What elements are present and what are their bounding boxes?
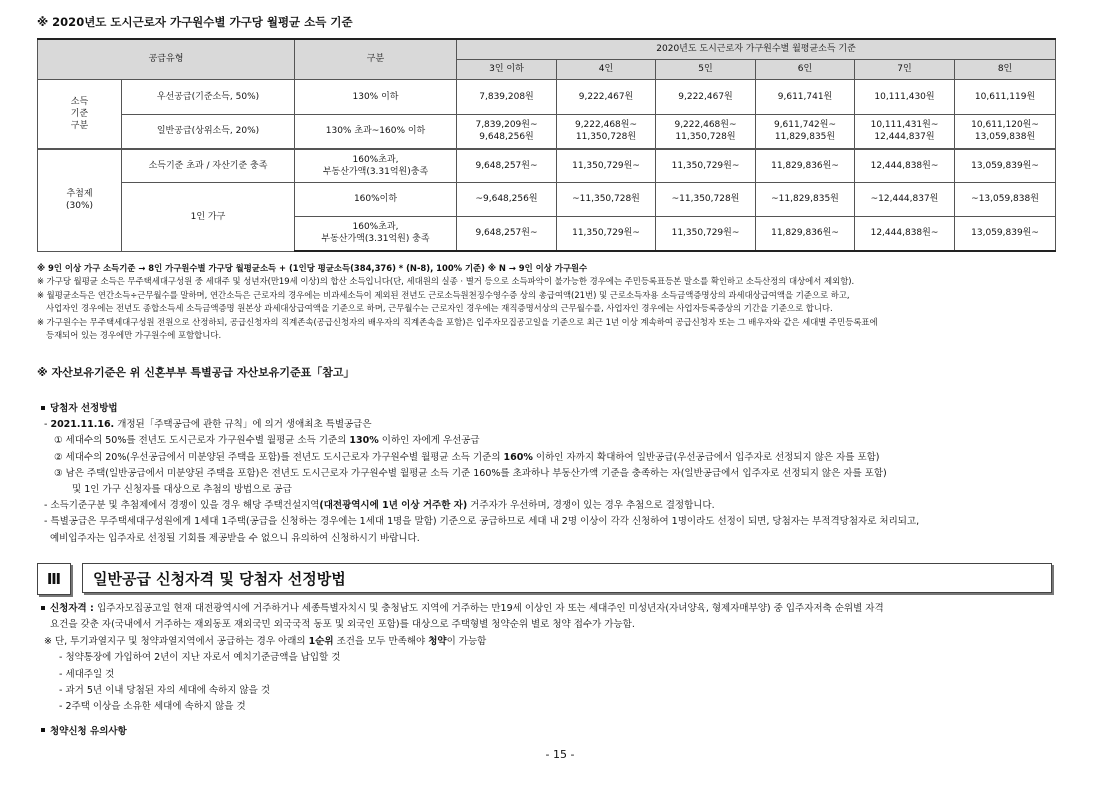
special-supply-note: - 특별공급은 무주택세대구성원에게 1세대 1주택(공급을 신청하는 경우에는 1세대 1명을 말함) 기준으로 공급하므로 세대 내 2명 이상이 각각 신청하여 1명이라도 선정이 되면, 당첨자는 부적격당첨자로 처리되고, — [44, 516, 920, 528]
note-line: ※ 가구원수는 무주택세대구성원 전원으로 산정하되, 공급신청자의 직계존속(공급신청자의 배우자의 직계존속을 포함)은 입주자모집공고일을 기준으로 최근 1년 이상 계속하여 공급신청자 또는 그 배우자와 같은 세대별 주민등록표에 — [37, 316, 878, 327]
header-income-group: 2020년도 도시근로자 가구원수별 월평균소득 기준 — [457, 39, 1056, 59]
note-line: ※ 월평균소득은 연간소득÷근무월수를 말하며, 연간소득은 근로자의 경우에는 비과세소득이 제외된 전년도 근로소득원천징수영수증 상의 총급여액(21번) 및 근로소득자용 소득금액증명상의 과세대상급여액을 기준으로 하고, — [37, 289, 850, 300]
income-notes — [37, 262, 1067, 342]
single-under-value-6: ~11,829,835원 — [756, 182, 855, 216]
note-line: ※ 가구당 월평균 소득은 무주택세대구성원 중 세대주 및 성년자(만19세 이상)의 합산 소득입니다(단, 세대원의 실종 · 별거 등으로 소득파악이 불가능한 경우에는 주민등록표등본 말소를 확인하고 소득산정의 대상에서 제외함). — [37, 276, 855, 287]
lottery-exceed-value-3: 9,648,257원~ — [457, 149, 557, 182]
lottery-exceed-value-6: 11,829,836원~ — [756, 149, 855, 182]
single-under-criterion: 160%이하 — [295, 182, 457, 216]
header-col-7: 7인 — [855, 59, 955, 79]
note-line: ※ 9인 이상 가구 소득기준 → 8인 가구원수별 가구당 월평균소득 + (1인당 평균소득(384,376) * (N-8), 100% 기준) ※ N → 9인 이상 가구원수 — [37, 263, 588, 273]
section-3-header — [37, 563, 1055, 595]
general-value-6: 9,611,742원~ 11,829,835원 — [756, 114, 855, 149]
asset-note: ※ 자산보유기준은 위 신혼부부 특별공급 자산보유기준표「참고」 — [37, 366, 355, 379]
single-over-value-4: 11,350,729원~ — [557, 216, 656, 251]
selection-intro: - 2021.11.16. 개정된「주택공급에 관한 규칙」에 의거 생애최초 특별공급은 — [44, 419, 372, 431]
header-col-8: 8인 — [955, 59, 1056, 79]
single-under-value-7: ~12,444,837원 — [855, 182, 955, 216]
general-value-3: 7,839,209원~ 9,648,256원 — [457, 114, 557, 149]
lottery-group-label: 추첨제 (30%) — [38, 149, 122, 251]
condition-item: - 2주택 이상을 소유한 세대에 속하지 않을 것 — [59, 701, 246, 713]
priority-value-4: 9,222,467원 — [557, 79, 656, 114]
note-line: 등재되어 있는 경우에만 가구원수에 포함합니다. — [46, 330, 222, 341]
winner-selection-section — [37, 401, 1067, 547]
single-household-type: 1인 가구 — [122, 182, 295, 251]
page-number: - 15 - — [545, 748, 575, 761]
section-title: 일반공급 신청자격 및 당첨자 선정방법 — [82, 563, 1052, 593]
selection-heading: 당첨자 선정방법 — [37, 401, 1067, 417]
header-col-5: 5인 — [656, 59, 756, 79]
bullet-square-icon — [41, 728, 45, 732]
lottery-exceed-type: 소득기준 초과 / 자산기준 충족 — [122, 149, 295, 182]
single-over-criterion: 160%초과, 부동산가액(3.31억원) 충족 — [295, 216, 457, 251]
single-over-value-8: 13,059,839원~ — [955, 216, 1056, 251]
lottery-exceed-value-8: 13,059,839원~ — [955, 149, 1056, 182]
income-table-title: ※ 2020년도 도시근로자 가구원수별 가구당 월평균 소득 기준 — [37, 15, 353, 29]
priority-criterion: 130% 이하 — [295, 79, 457, 114]
single-under-value-5: ~11,350,728원 — [656, 182, 756, 216]
single-under-value-8: ~13,059,838원 — [955, 182, 1056, 216]
special-supply-note-cont: 예비입주자는 입주자로 선정될 기회를 제공받을 수 없으니 유의하여 신청하시기 바랍니다. — [50, 532, 420, 544]
qualification-line: 신청자격 : 입주자모집공고일 현재 대전광역시에 거주하거나 세종특별자치시 및 충청남도 지역에 거주하는 만19세 이상인 자 또는 세대주인 미성년자(자녀양육, 형제자매부양) 중 입주자저축 순위별 자격 — [37, 601, 1067, 617]
single-over-value-5: 11,350,729원~ — [656, 216, 756, 251]
priority-type: 우선공급(기준소득, 50%) — [122, 79, 295, 114]
priority-value-7: 10,111,430원 — [855, 79, 955, 114]
single-under-value-4: ~11,350,728원 — [557, 182, 656, 216]
section-number: Ⅲ — [37, 563, 71, 595]
first-rank-condition: ※ 단, 투기과열지구 및 청약과열지역에서 공급하는 경우 아래의 1순위 조건을 모두 만족해야 청약이 가능함 — [44, 635, 487, 647]
selection-item-1: ① 세대수의 50%를 전년도 도시근로자 가구원수별 월평균 소득 기준의 130% 이하인 자에게 우선공급 — [54, 435, 480, 447]
priority-value-8: 10,611,119원 — [955, 79, 1056, 114]
bullet-square-icon — [41, 606, 45, 610]
income-criteria-table — [37, 38, 1056, 252]
header-supply-type: 공급유형 — [38, 39, 295, 79]
general-value-7: 10,111,431원~ 12,444,837원 — [855, 114, 955, 149]
competition-note: - 소득기준구분 및 추첨제에서 경쟁이 있을 경우 해당 주택건설지역(대전광역시에 1년 이상 거주한 자) 거주자가 우선하며, 경쟁이 있는 경우 추첨으로 결정합니다. — [44, 500, 715, 512]
notice-heading: 청약신청 유의사항 — [37, 724, 1067, 740]
general-supply-section — [37, 601, 1067, 740]
condition-item: - 세대주일 것 — [59, 668, 115, 680]
general-value-5: 9,222,468원~ 11,350,728원 — [656, 114, 756, 149]
condition-item: - 청약통장에 가입하여 2년이 지난 자로서 예치기준금액을 납입할 것 — [59, 652, 341, 664]
header-category: 구분 — [295, 39, 457, 79]
bullet-square-icon — [41, 406, 45, 410]
general-criterion: 130% 초과~160% 이하 — [295, 114, 457, 149]
lottery-exceed-criterion: 160%초과, 부동산가액(3.31억원)충족 — [295, 149, 457, 182]
general-type: 일반공급(상위소득, 20%) — [122, 114, 295, 149]
condition-item: - 과거 5년 이내 당첨된 자의 세대에 속하지 않을 것 — [59, 685, 271, 697]
selection-item-3: ③ 남은 주택(일반공급에서 미분양된 주택을 포함)은 전년도 도시근로자 가구원수별 월평균 소득 기준 160%를 초과하나 부동산가액 기준을 충족하는 자(일반공급에서 입주자로 선정되지 않은 자를 포함) — [54, 467, 887, 479]
selection-item-2: ② 세대수의 20%(우선공급에서 미분양된 주택을 포함)를 전년도 도시근로자 가구원수별 월평균 소득 기준의 160% 이하인 자까지 확대하여 일반공급(우선공급에서 입주자로 선정되지 않은 자를 포함) — [54, 451, 880, 463]
income-group-label: 소득 기준 구분 — [38, 79, 122, 149]
header-col-3: 3인 이하 — [457, 59, 557, 79]
priority-value-3: 7,839,208원 — [457, 79, 557, 114]
single-over-value-3: 9,648,257원~ — [457, 216, 557, 251]
single-over-value-6: 11,829,836원~ — [756, 216, 855, 251]
lottery-exceed-value-5: 11,350,729원~ — [656, 149, 756, 182]
header-col-4: 4인 — [557, 59, 656, 79]
priority-value-6: 9,611,741원 — [756, 79, 855, 114]
lottery-exceed-value-4: 11,350,729원~ — [557, 149, 656, 182]
general-value-8: 10,611,120원~ 13,059,838원 — [955, 114, 1056, 149]
header-col-6: 6인 — [756, 59, 855, 79]
note-line: 사업자인 경우에는 전년도 종합소득세 소득금액증명 원본상 과세대상급여액을 기준으로 하며, 근무월수는 근로자인 경우에는 재직증명서상의 근무월수를, 사업자인 경우에는 사업자등록증상의 기간을 기준으로 합니다. — [46, 303, 833, 314]
qualification-line-cont: 요건을 갖춘 자(국내에서 거주하는 재외동포 재외국민 외국국적 동포 및 외국인 포함)를 대상으로 주택형별 청약순위 별로 청약 접수가 가능함. — [50, 619, 635, 631]
single-over-value-7: 12,444,838원~ — [855, 216, 955, 251]
selection-item-3-cont: 및 1인 가구 신청자를 대상으로 추첨의 방법으로 공급 — [72, 484, 292, 496]
priority-value-5: 9,222,467원 — [656, 79, 756, 114]
single-under-value-3: ~9,648,256원 — [457, 182, 557, 216]
lottery-exceed-value-7: 12,444,838원~ — [855, 149, 955, 182]
general-value-4: 9,222,468원~ 11,350,728원 — [557, 114, 656, 149]
